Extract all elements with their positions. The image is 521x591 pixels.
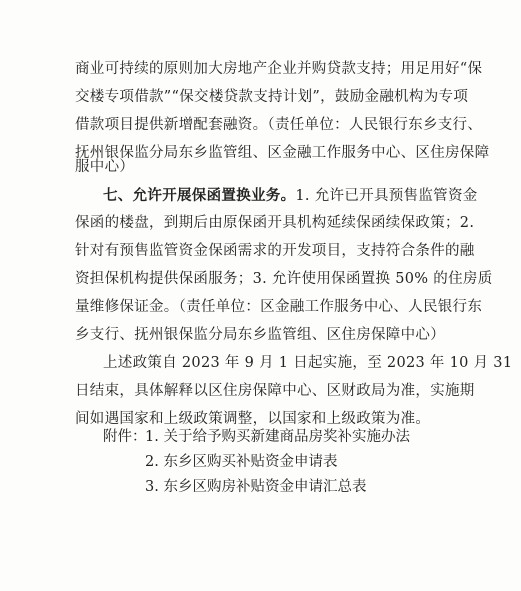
attachment-item-2: 2. 东乡区购买补贴资金申请表 — [145, 454, 338, 470]
para1-line-4: 抚州银保监分局东乡监管组、区金融工作服务中心、区住房保障 — [75, 145, 490, 161]
para3-line-3: 间如遇国家和上级政策调整，以国家和上级政策为准。 — [75, 411, 431, 427]
section7-line-5: 量维修保证金。（责任单位：区金融工作服务中心、人民银行东 — [75, 299, 483, 315]
para3-line-1: 上述政策自 2023 年 9 月 1 日起实施，至 2023 年 10 月 31 — [103, 355, 513, 371]
para1-line-2: 交楼专项借款”“保交楼贷款支持计划”，鼓励金融机构为专项 — [75, 89, 469, 105]
attachment-item-3: 3. 东乡区购房补贴资金申请汇总表 — [145, 479, 367, 495]
para1-line-5: 服中心） — [75, 159, 135, 175]
section7-line-6: 乡支行、抚州银保监分局东乡监管组、区住房保障中心） — [75, 327, 445, 343]
section7-line-3: 针对有预售监管资金保函需求的开发项目，支持符合条件的融 — [75, 243, 475, 259]
section7-line-2: 保函的楼盘，到期后由原保函开具机构延续保函续保政策；2. — [75, 215, 475, 231]
section7-line-4: 资担保机构提供保函服务；3. 允许使用保函置换 50% 的住房质 — [75, 271, 493, 287]
para1-line-1: 商业可持续的原则加大房地产企业并购贷款支持；用足用好“保 — [75, 61, 483, 77]
section7-line-1: 1. 允许已开具预售监管资金 — [295, 188, 478, 204]
para3-line-2: 日结束，具体解释以区住房保障中心、区财政局为准，实施期 — [75, 383, 475, 399]
attachments-label: 附件： — [103, 429, 147, 445]
para1-line-3: 借款项目提供新增配套融资。（责任单位：人民银行东乡支行、 — [75, 117, 483, 133]
section7-heading: 七、允许开展保函置换业务。 — [103, 188, 296, 204]
attachment-item-1: 1. 关于给予购买新建商品房奖补实施办法 — [145, 429, 410, 445]
section7-first-line — [103, 186, 478, 206]
